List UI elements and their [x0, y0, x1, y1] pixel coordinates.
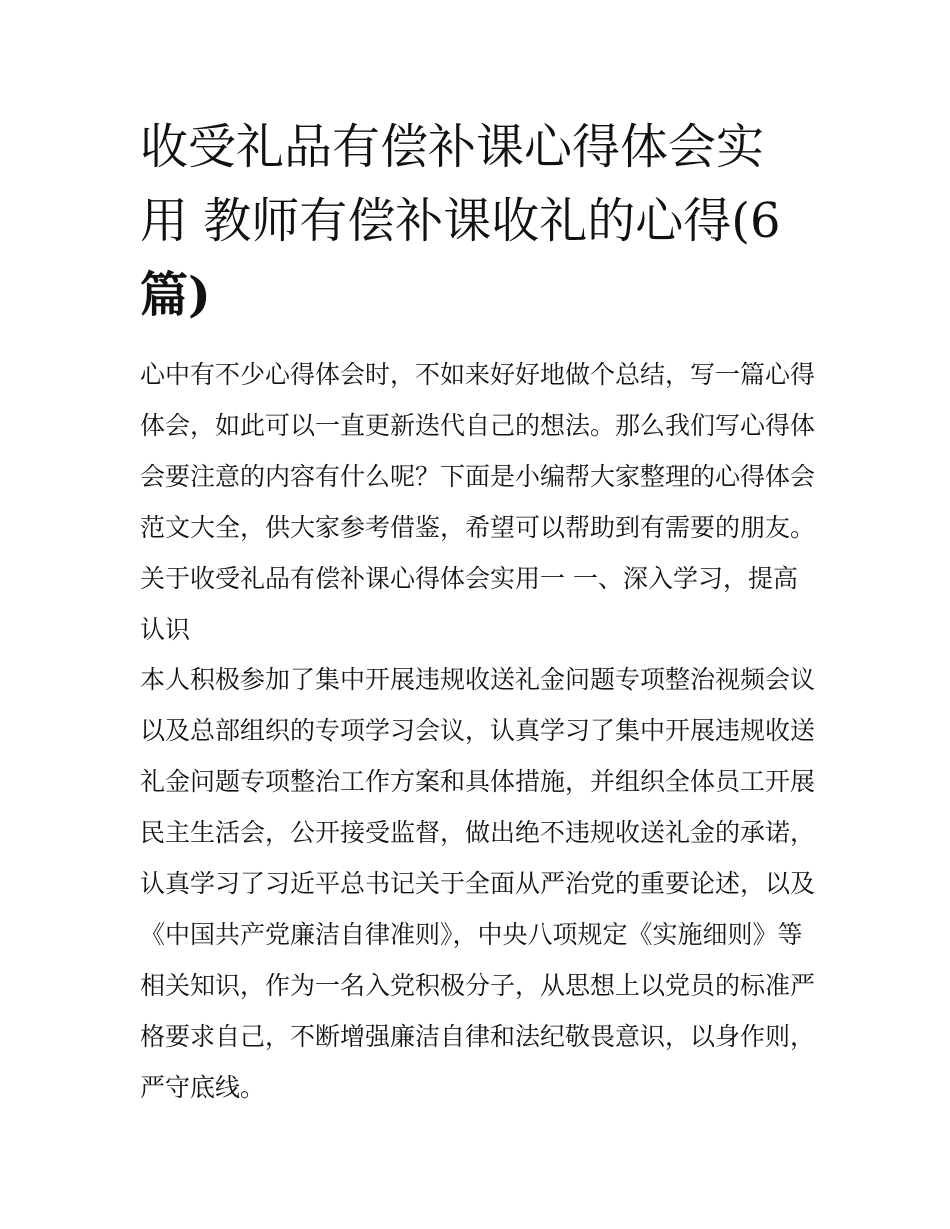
body-line: 礼金问题专项整治工作方案和具体措施，并组织全体员工开展 — [140, 767, 816, 797]
body-line: 严守底线。 — [140, 1072, 266, 1102]
body-line: 以及总部组织的专项学习会议，认真学习了集中开展违规收送 — [140, 716, 816, 746]
body-line: 会要注意的内容有什么呢？下面是小编帮大家整理的心得体会 — [140, 461, 816, 491]
title-line: 用 教师有偿补课收礼的心得(6 — [140, 193, 781, 249]
body-line: 范文大全，供大家参考借鉴，希望可以帮助到有需要的朋友。 — [140, 512, 816, 542]
body-line: 格要求自己，不断增强廉洁自律和法纪敬畏意识，以身作则， — [140, 1021, 816, 1051]
body-line: 认真学习了习近平总书记关于全面从严治党的重要论述，以及 — [140, 869, 816, 899]
body-line: 民主生活会，公开接受监督，做出绝不违规收送礼金的承诺， — [140, 818, 816, 848]
document-content — [140, 110, 816, 1114]
body-line: 心中有不少心得体会时，不如来好好地做个总结，写一篇心得 — [140, 360, 816, 389]
document-body — [140, 350, 816, 1114]
body-line: 相关知识，作为一名入党积极分子，从思想上以党员的标准严 — [140, 970, 816, 1000]
document-title — [140, 110, 816, 332]
body-line: 《中国共产党廉洁自律准则》，中央八项规定《实施细则》等 — [140, 919, 803, 949]
body-line: 体会，如此可以一直更新迭代自己的想法。那么我们写心得体 — [140, 410, 816, 440]
section-heading-line: 认识 — [140, 614, 191, 644]
title-line: 篇) — [140, 267, 211, 323]
title-line: 收受礼品有偿补课心得体会实 — [140, 119, 765, 175]
section-heading-line: 关于收受礼品有偿补课心得体会实用一 一、深入学习，提高 — [140, 563, 798, 593]
body-line: 本人积极参加了集中开展违规收送礼金问题专项整治视频会议 — [140, 665, 816, 695]
